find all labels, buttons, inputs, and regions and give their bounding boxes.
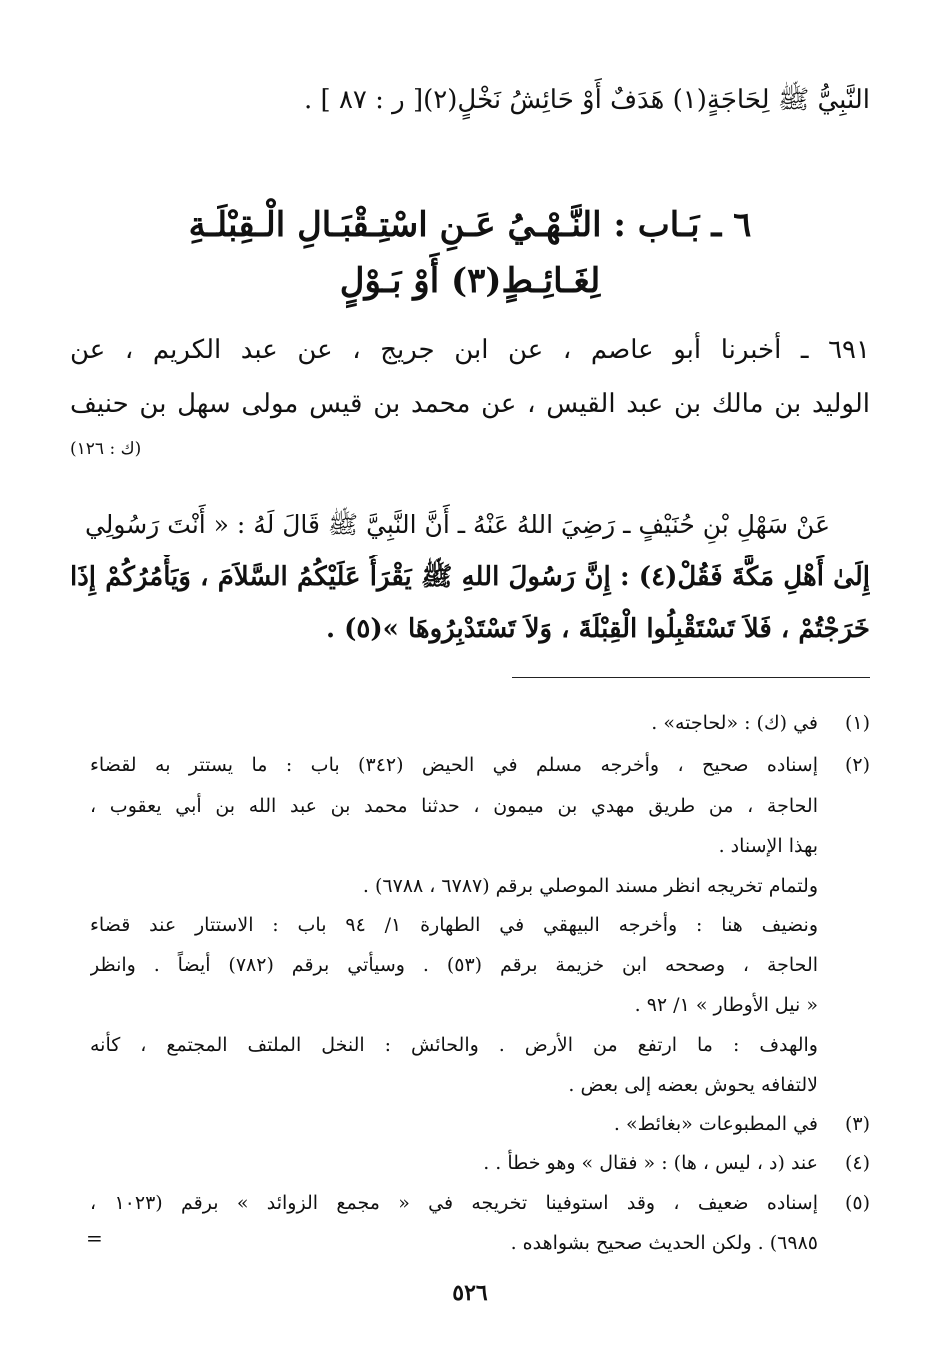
footnote-3-text: في المطبوعات «بغائط» . — [613, 1113, 818, 1135]
footnote-number-1: (١) — [844, 712, 870, 734]
footnote-2-line-6: الحاجة ، وصححه ابن خزيمة برقم (٥٣) . وسيأتي برقم (٧٨٢) أيضاً . وانظر — [90, 954, 818, 976]
hadith-text-line-3: خَرَجْتُمْ ، فَلاَ تَسْتَقْبِلُوا الْقِبْلَةَ ، وَلاَ تَسْتَدْبِرُوهَا »(٥) . — [325, 614, 870, 644]
footnote-number-5: (٥) — [844, 1192, 870, 1214]
continuation-mark: = — [86, 1226, 103, 1250]
footnote-number-2: (٢) — [844, 754, 870, 776]
footnote-2-line-9: لالتفافه يحوش بعضه إلى بعض . — [568, 1074, 818, 1096]
footnote-2-line-8: والهدف : ما ارتفع من الأرض . والحائش : النخل الملتف المجتمع ، كأنه — [90, 1034, 818, 1056]
footnote-4-text: عند (د ، ليس ، ها) : « فقال » وهو خطأ . . — [483, 1152, 818, 1174]
isnad-line-1: ٦٩١ ـ أخبرنا أبو عاصم ، عن ابن جريج ، عن عبد الكريم ، عن — [70, 335, 870, 365]
previous-hadith-ending: النَّبِيُّ ﷺ لِحَاجَةٍ(١) هَدَفٌ أَوْ حَائِشُ نَخْلٍ(٢)[ ر : ٨٧ ] . — [304, 85, 870, 115]
footnote-2-line-1: إسناده صحيح ، وأخرجه مسلم في الحيض (٣٤٢) باب : ما يستتر به لقضاء — [90, 754, 818, 776]
footnote-2-line-4: ولتمام تخريجه انظر مسند الموصلي برقم (٦٧٨٧ ، ٦٧٨٨) . — [362, 875, 818, 897]
footnote-2-line-3: بهذا الإسناد . — [718, 835, 818, 857]
footnote-5-line-2: ٦٩٨٥) . ولكن الحديث صحيح بشواهده . — [510, 1232, 818, 1254]
isnad-line-2: الوليد بن مالك بن عبد القيس ، عن محمد بن قيس مولى سهل بن حنيف — [70, 389, 870, 419]
page-number: ٥٢٦ — [452, 1280, 488, 1306]
footnote-separator — [512, 677, 870, 678]
footnote-5-line-1: إسناده ضعيف ، وقد استوفينا تخريجه في « مجمع الزوائد » برقم (١٠٢٣ ، — [90, 1192, 818, 1214]
chapter-heading-line-1: ٦ ـ بَـاب : النَّـهْـيُ عَـنِ اسْتِـقْبَـالِ الْـقِبْلَـةِ — [188, 205, 752, 245]
footnote-number-4: (٤) — [844, 1152, 870, 1174]
hadith-text-line-2: إِلَىٰ أَهْلِ مَكَّةَ فَقُلْ(٤) : إِنَّ رَسُولَ اللهِ ﷺ يَقْرَأُ عَلَيْكُمُ السَّلاَمَ ، وَيَأْمُرُكُمْ إِذَا — [70, 562, 870, 592]
footnote-2-line-7: « نيل الأوطار » ١/ ٩٢ . — [634, 994, 818, 1016]
chapter-heading-line-2: لِغَـائِـطٍ(٣) أَوْ بَـوْلٍ — [339, 261, 601, 301]
footnote-1-text: في (ك) : «لحاجته» . — [651, 712, 818, 734]
footnote-2-line-5: ونضيف هنا : وأخرجه البيهقي في الطهارة ١/ ٩٤ باب : الاستتار عند قضاء — [90, 914, 818, 936]
manuscript-reference: (ك : ١٢٦) — [70, 439, 142, 459]
footnote-2-line-2: الحاجة ، من طريق مهدي بن ميمون ، حدثنا محمد بن عبد الله بن أبي يعقوب ، — [90, 795, 818, 817]
hadith-text-line-1: عَنْ سَهْلِ بْنِ حُنَيْفٍ ـ رَضِيَ اللهُ عَنْهُ ـ أَنَّ النَّبِيَّ ﷺ قَالَ لَهُ : « أَنْتَ رَسُولِي — [84, 510, 830, 539]
footnote-number-3: (٣) — [844, 1113, 870, 1135]
